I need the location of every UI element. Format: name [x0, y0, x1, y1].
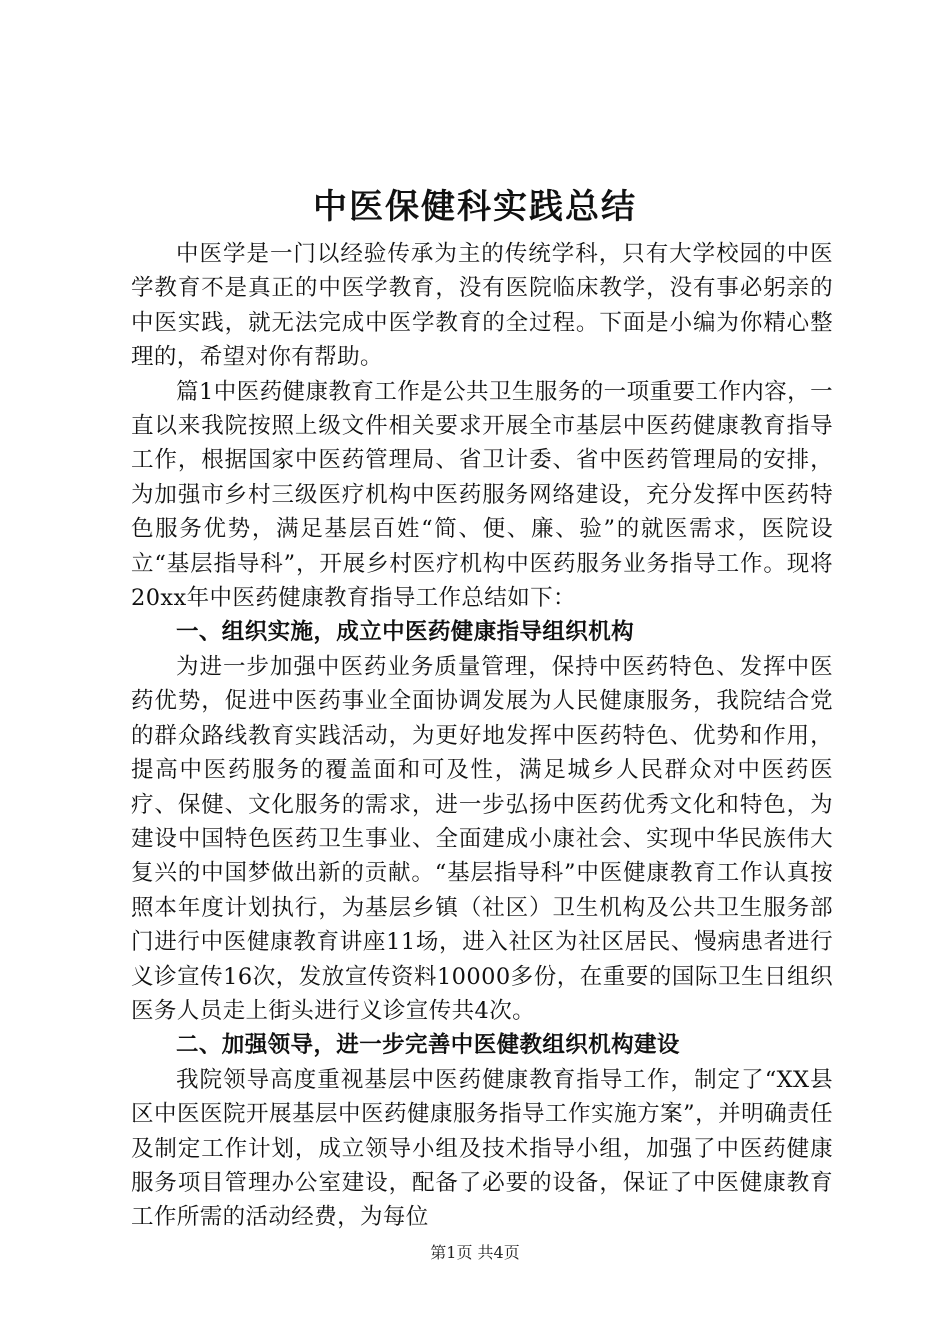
- document-title: 中医保健科实践总结: [313, 187, 637, 227]
- section-heading: 二、加强领导，进一步完善中医健教组织机构建设: [176, 1032, 680, 1059]
- intro-paragraph: 中医学是一门以经验传承为主的传统学科，只有大学校园的中医学教育不是真正的中医学教育，没有医院临床教学，没有事必躬亲的中医实践，就无法完成中医学教育的全过程。下面是小编为你精心整理的，希望对你有帮助。: [131, 241, 833, 371]
- body-paragraph: 我院领导高度重视基层中医药健康教育指导工作，制定了“XX县区中医医院开展基层中医药健康服务指导工作实施方案”，并明确责任及制定工作计划，成立领导小组及技术指导小组，加强了中医药健康服务项目管理办公室建设，配备了必要的设备，保证了中医健康教育工作所需的活动经费，为每位: [131, 1066, 833, 1231]
- page-number-footer: 第1页 共4页: [430, 1243, 520, 1262]
- section-heading: 一、组织实施，成立中医药健康指导组织机构: [176, 619, 635, 646]
- body-paragraph: 篇1中医药健康教育工作是公共卫生服务的一项重要工作内容，一直以来我院按照上级文件相关要求开展全市基层中医药健康教育指导工作，根据国家中医药管理局、省卫计委、省中医药管理局的安排，为加强市乡村三级医疗机构中医药服务网络建设，充分发挥中医药特色服务优势，满足基层百姓“简、便、廉、验”的就医需求，医院设立“基层指导科”，开展乡村医疗机构中医药服务业务指导工作。现将20xx年中医药健康教育指导工作总结如下：: [131, 378, 833, 612]
- document-body: [131, 237, 833, 1235]
- body-paragraph: 为进一步加强中医药业务质量管理，保持中医药特色、发挥中医药优势，促进中医药事业全面协调发展为人民健康服务，我院结合党的群众路线教育实践活动，为更好地发挥中医药特色、优势和作用，提高中医药服务的覆盖面和可及性，满足城乡人民群众对中医药医疗、保健、文化服务的需求，进一步弘扬中医药优秀文化和特色，为建设中国特色医药卫生事业、全面建成小康社会、实现中华民族伟大复兴的中国梦做出新的贡献。“基层指导科”中医健康教育工作认真按照本年度计划执行，为基层乡镇（社区）卫生机构及公共卫生服务部门进行中医健康教育讲座11场，进入社区为社区居民、慢病患者进行义诊宣传16次，发放宣传资料10000多份，在重要的国际卫生日组织医务人员走上街头进行义诊宣传共4次。: [131, 653, 833, 1024]
